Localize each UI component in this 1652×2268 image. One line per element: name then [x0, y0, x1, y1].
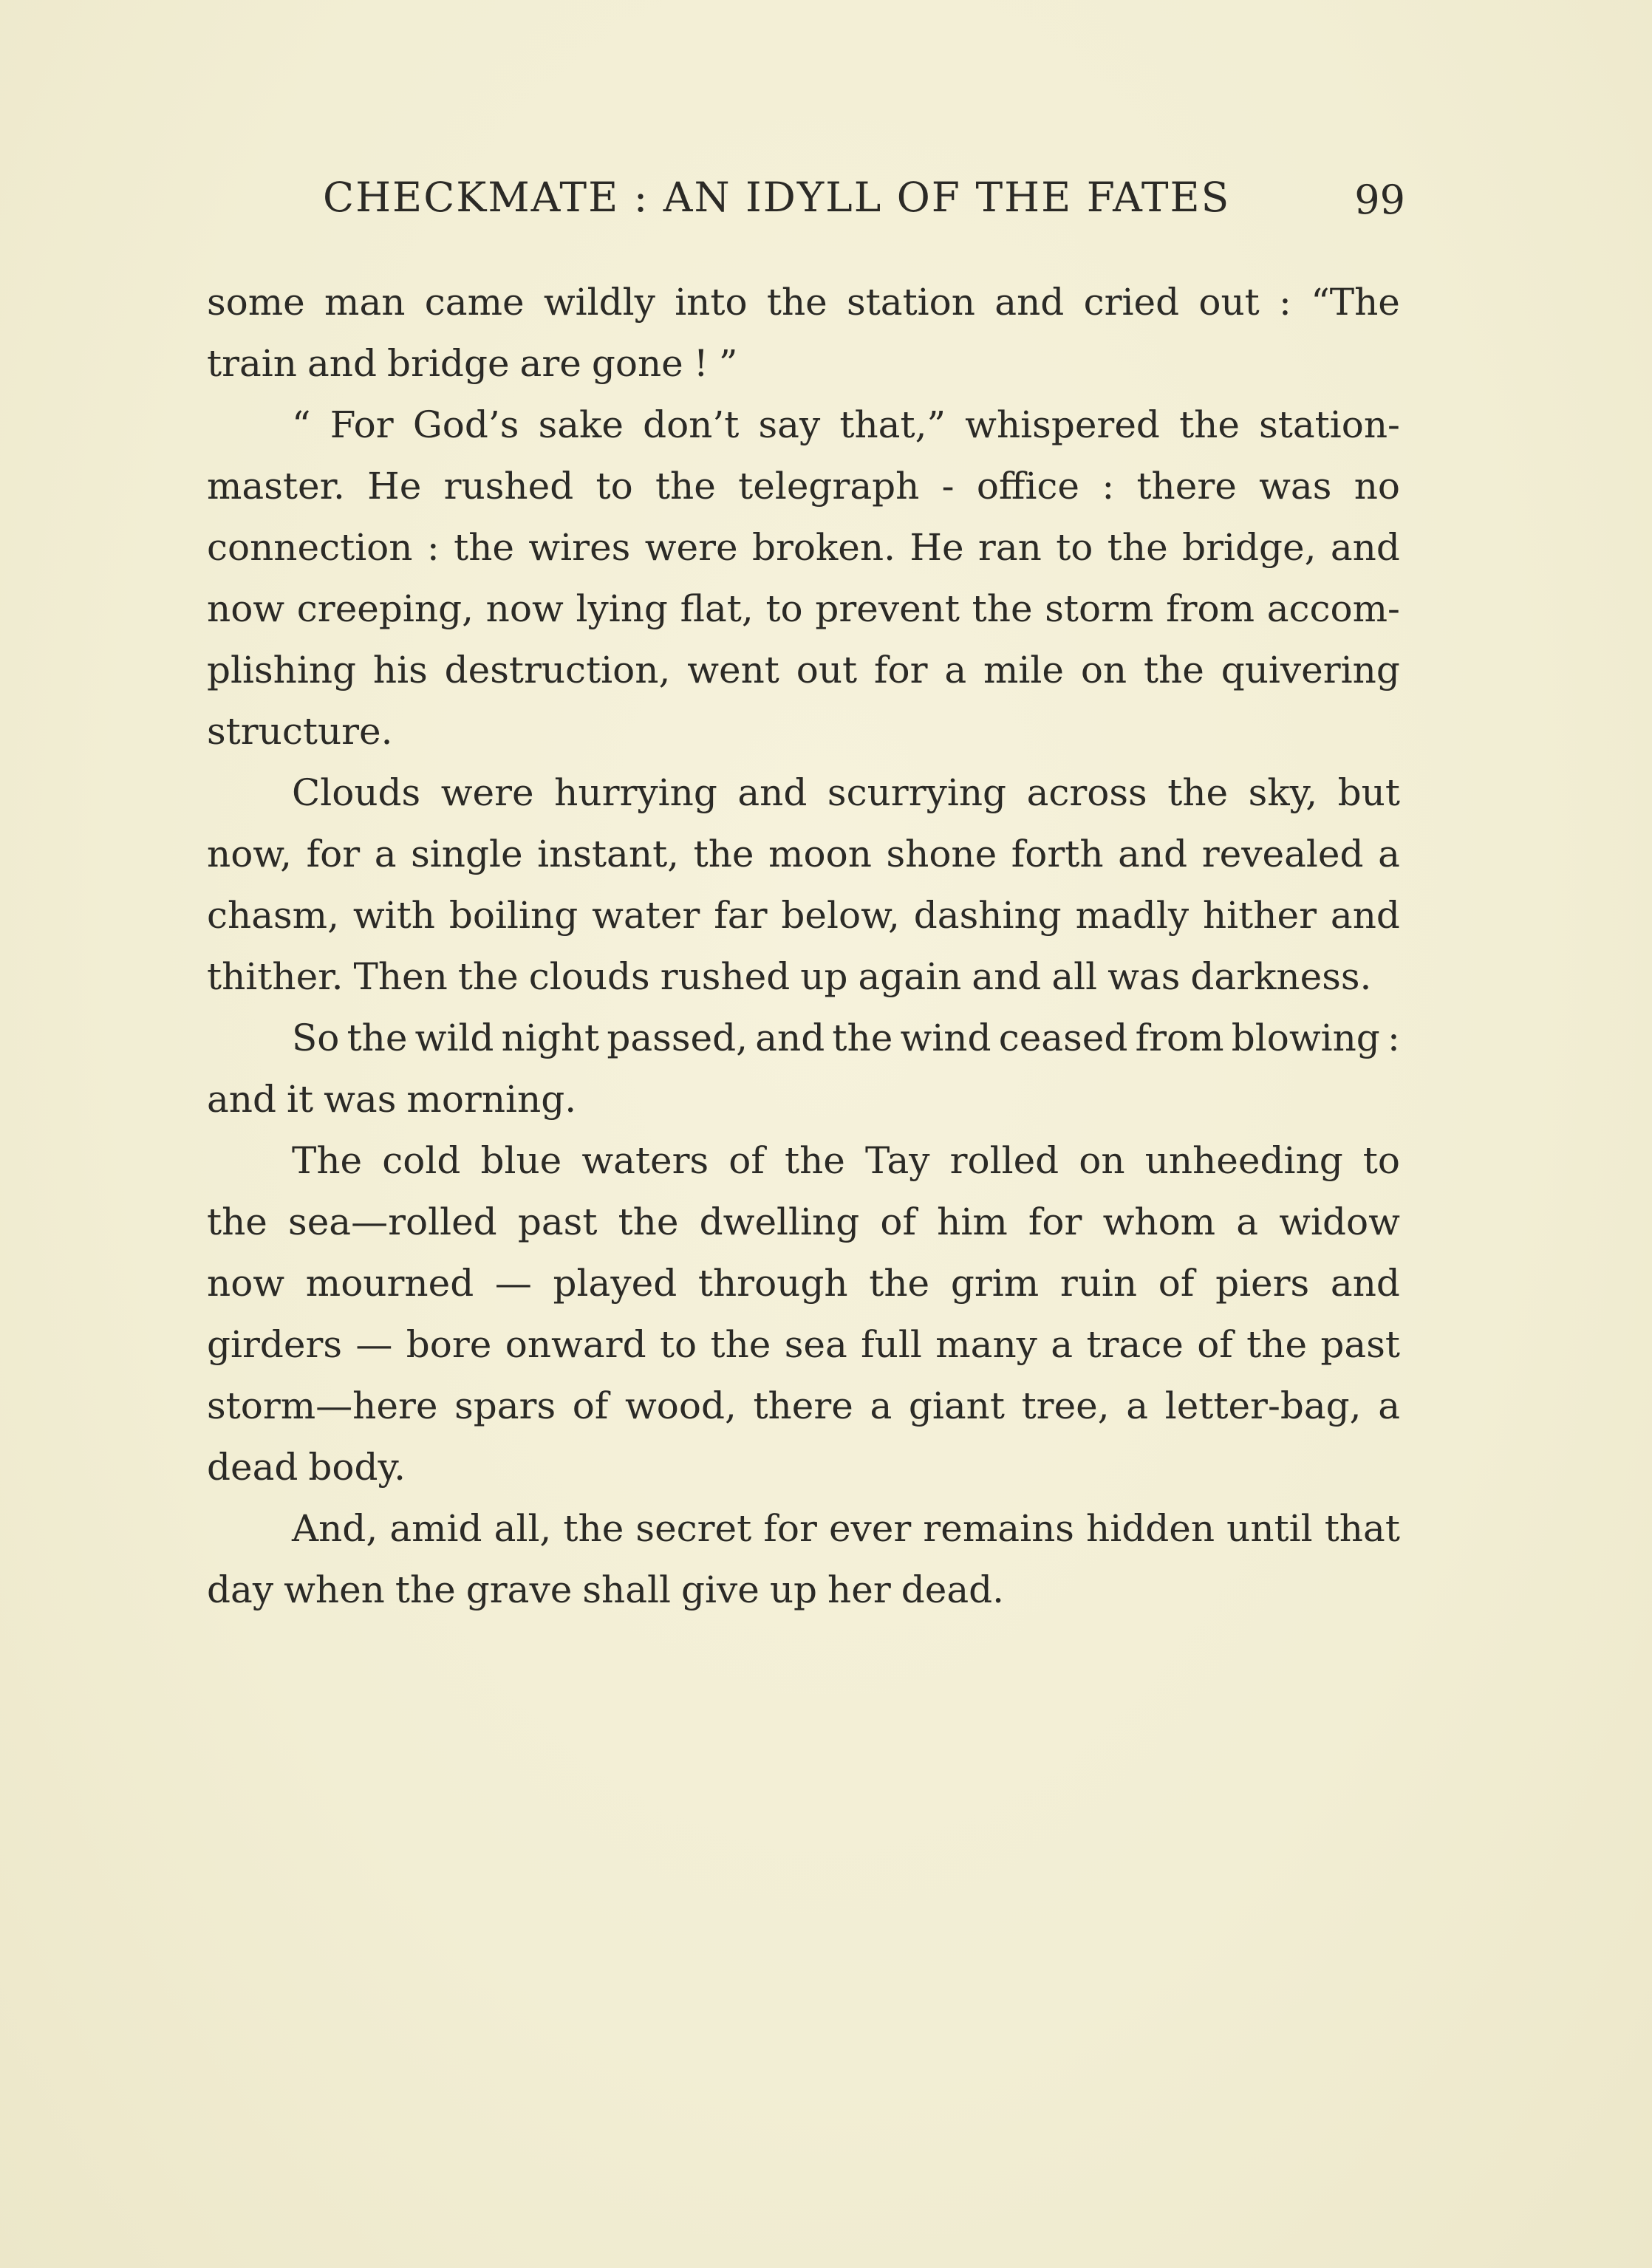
text-line: chasm, with boiling water far below, dashing madly hither and	[207, 894, 1400, 937]
text-line: and it was morning.	[207, 1078, 577, 1121]
text-line: The cold blue waters of the Tay rolled on unheeding to	[292, 1139, 1400, 1182]
text-line: thither. Then the clouds rushed up again and all was darkness.	[207, 955, 1372, 998]
text-line: So the wild night passed, and the wind ceased from blowing :	[292, 1017, 1400, 1059]
text-line: master. He rushed to the telegraph - office : there was no	[207, 465, 1400, 508]
text-line: “ For God’s sake don’t say that,” whispered the station-	[292, 403, 1400, 446]
text-line: storm—here spars of wood, there a giant tree, a letter-bag, a	[207, 1384, 1400, 1427]
text-line: day when the grave shall give up her dead.	[207, 1568, 1005, 1611]
running-title: CHECKMATE : AN IDYLL OF THE FATES	[323, 174, 1231, 221]
text-line: And, amid all, the secret for ever remains hidden until that	[292, 1507, 1400, 1550]
text-line: now, for a single instant, the moon shone forth and revealed a	[207, 833, 1400, 875]
text-line: dead body.	[207, 1446, 406, 1489]
text-line: now mourned — played through the grim ruin of piers and	[207, 1262, 1400, 1305]
text-line: girders — bore onward to the sea full many a trace of the past	[207, 1323, 1400, 1366]
text-line: train and bridge are gone ! ”	[207, 342, 738, 385]
text-line: the sea—rolled past the dwelling of him for whom a widow	[207, 1200, 1400, 1243]
text-line: plishing his destruction, went out for a mile on the quivering	[207, 649, 1400, 691]
text-line: some man came wildly into the station and cried out : “The	[207, 281, 1400, 324]
body-text	[207, 272, 1400, 1621]
page-number: 99	[1354, 177, 1405, 223]
text-line: Clouds were hurrying and scurrying across the sky, but	[292, 771, 1400, 814]
text-line: connection : the wires were broken. He ran to the bridge, and	[207, 526, 1400, 569]
text-line: structure.	[207, 710, 393, 753]
running-head	[323, 171, 1405, 223]
text-line: now creeping, now lying flat, to prevent the storm from accom-	[207, 587, 1400, 630]
